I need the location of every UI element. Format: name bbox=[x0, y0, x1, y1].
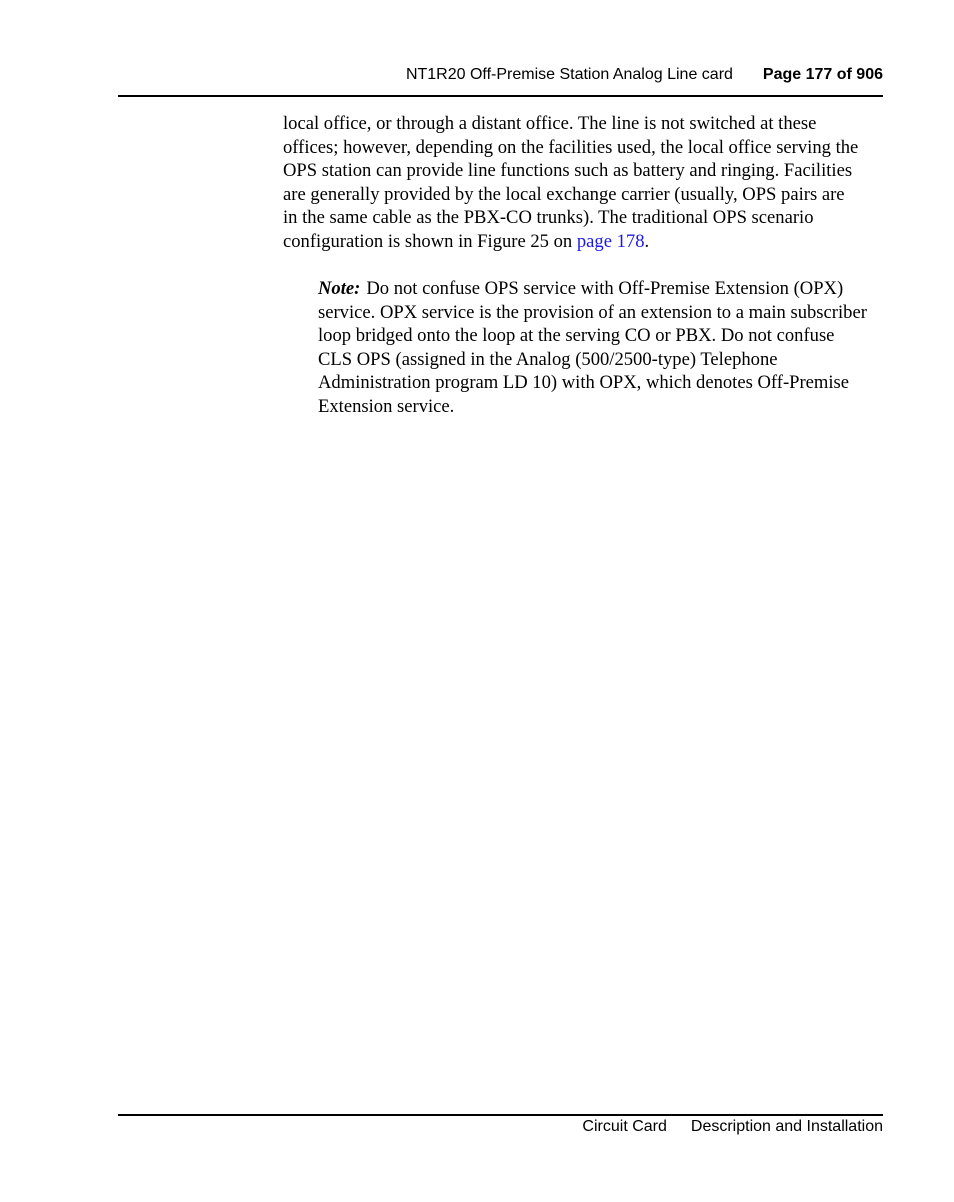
note-line: Administration program LD 10) with OPX, which denotes Off-Premise bbox=[318, 372, 850, 394]
page-178-link[interactable]: page 178 bbox=[576, 230, 645, 252]
page-footer bbox=[118, 1118, 883, 1138]
document-title: NT1R20 Off-Premise Station Analog Line card bbox=[405, 66, 733, 83]
header-rule bbox=[118, 95, 883, 97]
note-line: loop bridged onto the loop at the serving CO or PBX. Do not confuse bbox=[318, 325, 835, 347]
note-block bbox=[318, 277, 884, 419]
note-line: CLS OPS (assigned in the Analog (500/2500-type) Telephone bbox=[318, 348, 778, 370]
footer-rule bbox=[118, 1114, 883, 1116]
body-line: are generally provided by the local exchange carrier (usually, OPS pairs are bbox=[283, 183, 845, 205]
footer-right: Description and Installation bbox=[690, 1118, 883, 1135]
page-header bbox=[118, 66, 883, 86]
note-line: Extension service. bbox=[318, 395, 455, 417]
note-line: Do not confuse OPS service with Off-Premise Extension (OPX) bbox=[366, 278, 844, 299]
body-line: in the same cable as the PBX-CO trunks). The traditional OPS scenario bbox=[283, 207, 814, 229]
body-line: OPS station can provide line functions such as battery and ringing. Facilities bbox=[283, 160, 853, 182]
note-label: Note: bbox=[318, 278, 361, 299]
body-paragraph bbox=[283, 112, 883, 254]
body-line: local office, or through a distant office. The line is not switched at these bbox=[283, 113, 817, 134]
note-line: service. OPX service is the provision of an extension to a main subscriber bbox=[318, 301, 867, 323]
body-line: configuration is shown in Figure 25 on bbox=[283, 230, 577, 252]
body-line-suffix: . bbox=[644, 230, 650, 252]
footer-left: Circuit Card bbox=[582, 1118, 667, 1135]
body-line: offices; however, depending on the facilities used, the local office serving the bbox=[283, 136, 859, 158]
page-number: Page 177 of 906 bbox=[762, 66, 883, 83]
